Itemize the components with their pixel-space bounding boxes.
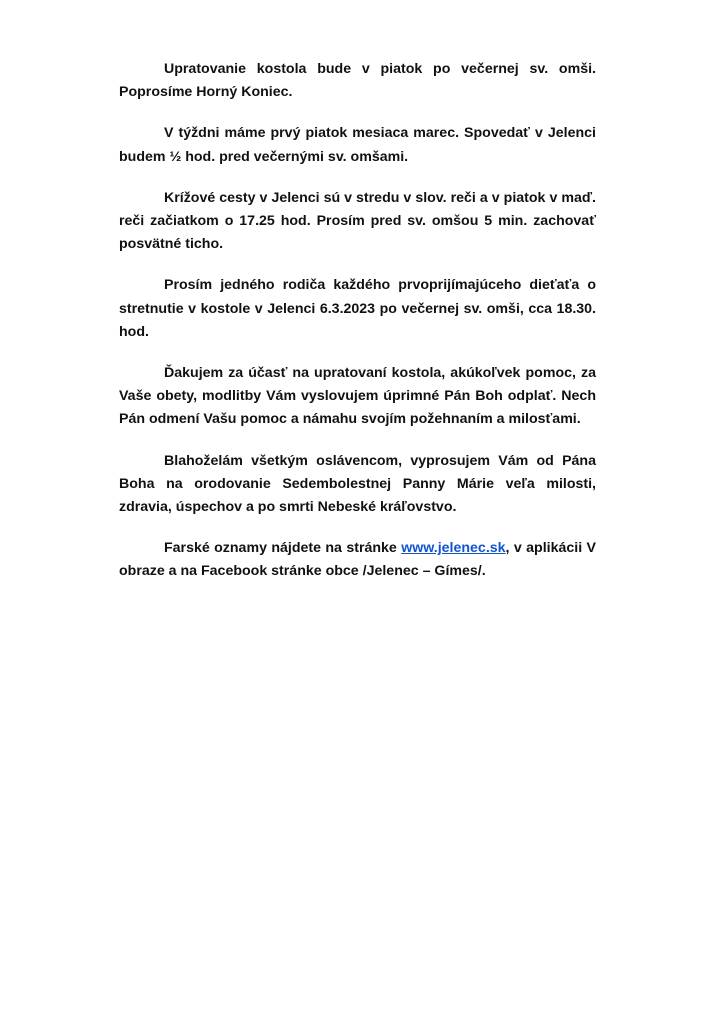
announcements-text-after-link: , v aplikácii V obraze a na Facebook stránke obce /Jelenec – Gímes/. bbox=[119, 540, 596, 580]
parish-website-link[interactable]: www.jelenec.sk bbox=[401, 540, 506, 557]
paragraph-thanks: Ďakujem za účasť na upratovaní kostola, akúkoľvek pomoc, za Vaše obety, modlitby Vám vyslovujem úprimné Pán Boh odplať. Nech Pán odmení Vašu pomoc a námahu svojím požehnaním a milosťami. bbox=[119, 365, 596, 428]
paragraph-first-communion-parents: Prosím jedného rodiča každého prvoprijímajúceho dieťaťa o stretnutie v kostole v Jelenci 6.3.2023 po večernej sv. omši, cca 18.30. hod. bbox=[119, 277, 596, 340]
announcement-text bbox=[119, 58, 596, 602]
paragraph-church-cleaning: Upratovanie kostola bude v piatok po večernej sv. omši. Poprosíme Horný Koniec. bbox=[119, 61, 596, 101]
paragraph-first-friday: V týždni máme prvý piatok mesiaca marec. Spovedať v Jelenci budem ½ hod. pred večernými sv. omšami. bbox=[119, 125, 596, 165]
announcements-text-before-link: Farské oznamy nájdete na stránke bbox=[164, 540, 402, 557]
paragraph-stations-of-cross: Krížové cesty v Jelenci sú v stredu v slov. reči a v piatok v maď. reči začiatkom o 17.25 hod. Prosím pred sv. omšou 5 min. zachovať posvätné ticho. bbox=[119, 189, 596, 253]
paragraph-birthday-wishes: Blahoželám všetkým oslávencom, vyprosujem Vám od Pána Boha na orodovanie Sedembolestnej Panny Márie veľa milosti, zdravia, úspechov a po smrti Nebeské kráľovstvo. bbox=[119, 452, 596, 516]
paragraph-parish-announcements-info bbox=[119, 537, 596, 583]
